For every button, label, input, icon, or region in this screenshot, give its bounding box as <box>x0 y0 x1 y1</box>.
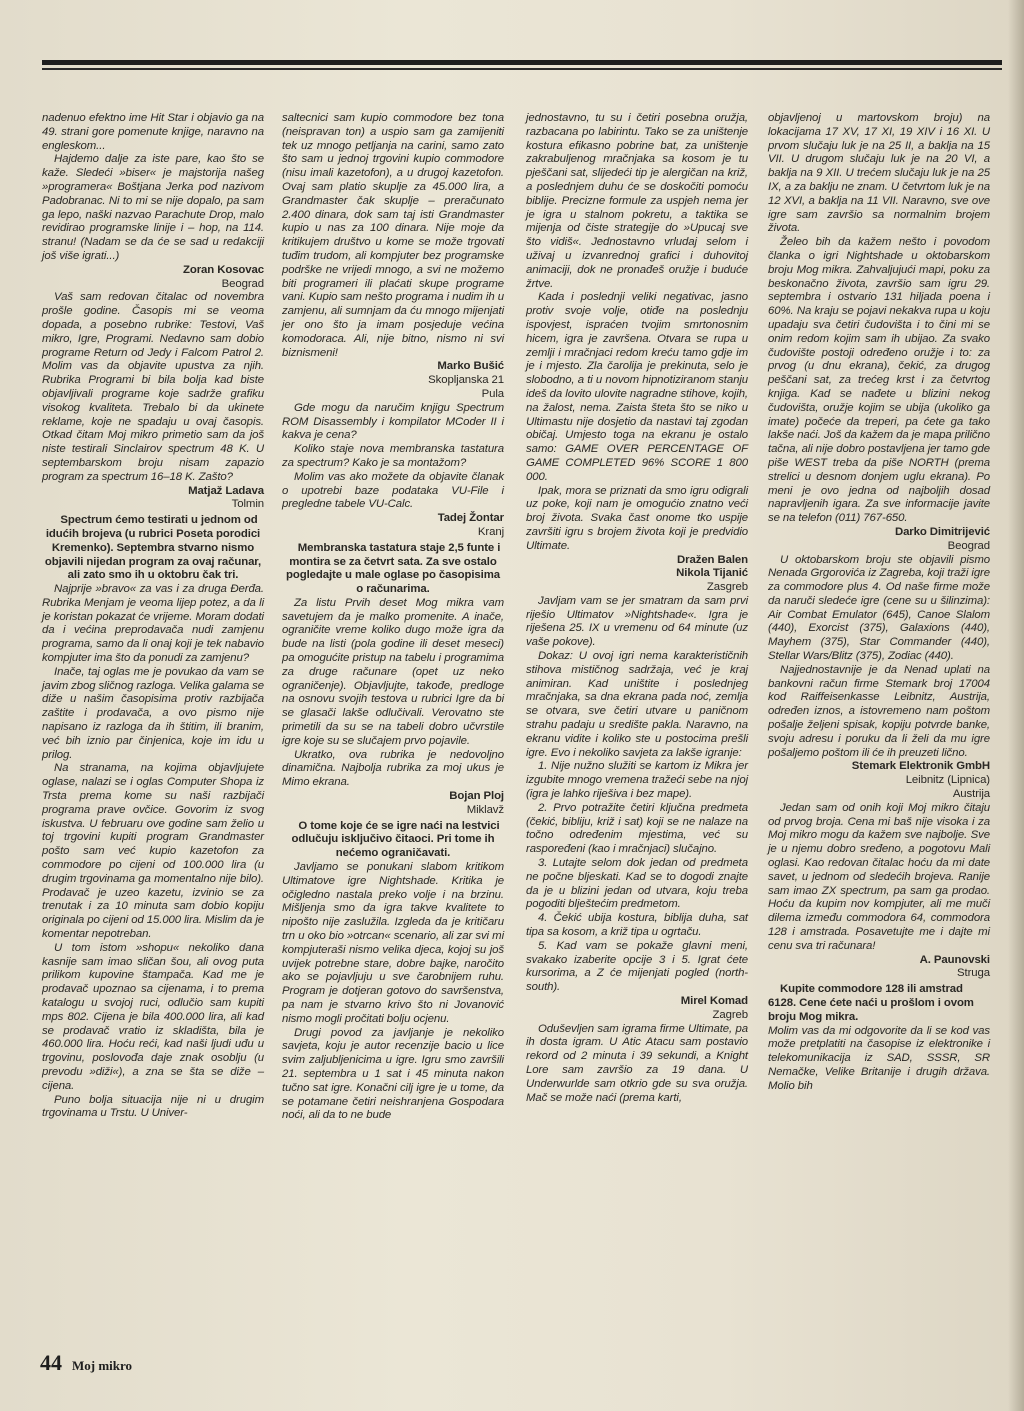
letter-signature: Marko Bušić <box>437 360 504 373</box>
paragraph: Jedan sam od onih koji Moj mikro čitaju od prvog broja. Cena mi baš nije visoka i za Moj mikro mogu da kažem sve najbolje. Sve je u njemu dobro sređeno, a pogotovu Mali oglasi. Kao redovan čitalac hoću da mi date savet, u jednom od sledećih brojeva. Ranije sam imao ZX spectrum, pa sam ga prodao. Hoću da kupim nov kompjuter, ali me muči dilema između commodora 64, commodora 128 i amstrada. Posavetujte me i dajte mi cenu sva tri računara! <box>768 801 990 952</box>
paragraph: nadenuo efektno ime Hit Star i objavio ga na 49. strani gore pomenute knjige, naravno na engleskom... <box>42 112 264 152</box>
letter-place: Struga <box>957 967 990 980</box>
editorial-reply: Spectrum ćemo testirati u jednom od idućih brojeva (u rubrici Poseta porodici Kremenko). Septembra stvarno nismo objavili nijedan program za ovaj računar, ali zato smo ih u oktobru čak tri. <box>44 514 262 582</box>
paragraph: objavljenoj u martovskom broju) na lokacijama 17 XV, 17 XI, 19 XIV i 16 XI. U prvom slučaju luk je na 25 II, a baklja na 15 VII. U drugom slučaju luk je na 20 VI, a baklja na 9 XII. U trećem slučaju luk je na 25 IX, a za baklju ne znam. U četvrtom luk je na 12 XVI, a baklja na 11 VII. Naravno, sve ove igre sam završio sa normalnim brojem života. <box>768 112 990 235</box>
paragraph: Želeo bih da kažem nešto i povodom članka o igri Nightshade u oktobarskom broju Mog mikra. Zahvaljujući mapi, poku za beskonačno života, završio sam igru 29. septembra i ostvario 131 hiljada poena i 60%. Na kraju se pojavi nekakva rupa u koju upadaju sva četiri čudovišta i to čini mi se onim redom kojim sam ih ubijao. Za svako čudovište postoji određeno oružje i to: za prvog (u dnu ekrana), čekić, za drugog peščani sat, za trećeg krst i za četvrtog knjiga. Kad se nađete u blizini nekog čudovišta, oružje kojim se ubija (ukoliko ga imate) počeće da treperi, pa ćete ga tako lakše naći. Još da kažem da je mapa prilično tačna, ali nije dobro postavljena jer tamo gde piše WEST treba da piše NORTH (prema strelici u desnom donjem uglu ekrana). Po meni je ovo jedna od najboljih dosad napravljenih igara. Za sve informacije javite se na telefon (011) 767-650. <box>768 236 990 525</box>
paragraph: 2. Prvo potražite četiri ključna predmeta (čekić, bibliju, križ i sat) koji se ne nalaze na točno određenim mjestima, već su raspoređeni (kao i mračnjaci) slučajno. <box>526 801 748 856</box>
paragraph: Javljam vam se jer smatram da sam prvi riješio Ultimatov »Nightshade«. Igra je riješena 25. IX u vremenu od 64 minute (uz vaše pokove). <box>526 594 748 649</box>
letter-place: Leibnitz (Lipnica) <box>905 774 990 787</box>
letter-place: Miklavž <box>466 803 504 816</box>
paragraph: Najjednostavnije je da Nenad uplati na bankovni račun firme Stemark broj 17004 kod Raiffeisenkasse Leibnitz, Austrija, određen iznos, a istovremeno nam poštom pošalje željeni spisak, kopiju potvrde banke, svoju adresu i poruku da li želi da mu igre pošaljemo poštom ili će ih preuzeti lično. <box>768 663 990 759</box>
letter-signature: Bojan Ploj <box>449 790 504 803</box>
paragraph: Vaš sam redovan čitalac od novembra prošle godine. Časopis mi se veoma dopada, a posebno rubrike: Testovi, Vaš mikro, Igre, Programi. Nedavno sam dobio programe Return od Jedy i Falcom Patrol 2. Molim vas da objavite upustva za njih. Rubrika Programi bi bila bolja kad biste objavljivali programe koje sadrže grafiku visokog kvaliteta. Trebalo bi da ukinete reklame, koje ne spadaju u ovaj časopis. Otkad čitam Moj mikro primetio sam da još niste testirali Sinclairov spectrum 48 K. U septembarskom broju nisam zapazio program za spectrum 16–18 K. Zašto? <box>42 291 264 483</box>
letter-place: Tolmin <box>231 498 264 511</box>
letter-signature: Dražen Balen <box>677 553 748 566</box>
paragraph: 5. Kad vam se pokaže glavni meni, svakako izaberite opcije 3 i 5. Igrat ćete kursorima, a Z će mijenjati pogled (north-south). <box>526 939 748 994</box>
column-3 <box>526 112 748 1105</box>
paragraph: Gde mogu da naručim knjigu Spectrum ROM Disassembly i kompilator MCoder II i kakva je cena? <box>282 401 504 442</box>
letter-place: Zasgreb <box>706 581 748 594</box>
paragraph: Javljamo se ponukani slabom kritikom Ultimatove igre Nightshade. Kritika je očigledno nastala preko volje i na brzinu. Mišljenja smo da igra takve kvalitete to nipošto nije zaslužila. Izgleda da je kritičaru trn u oko bio »otrcan« scenario, ali zar svi mi kompjuteraši nismo velika djeca, kojoj su još uvijek potrebne stare, dobre bajke, naročito ako se pojavljuju u sve čarobnijem ruhu. Program je dotjeran gotovo do savršenstva, pa nam je stvarno krivo što ni Jovanović nismo mogli pročitati bolju ocjenu. <box>282 861 504 1025</box>
paragraph: Za listu Prvih deset Mog mikra vam savetujem da je malko promenite. A inače, ograničite vreme koliko dugo može igra da bude na listi (pola godine ili deset meseci) pa omogućite pristup na tabelu i programima za druge računare (opet uz neko ograničenje). Objavljujte, takođe, predloge na osnovu svojih testova u rubrici Igre da bi se glasači lakše odlučivali. Verovatno ste primetili da su se na tabeli dobro učvrstile igre koje su se slučajem prvo pojavile. <box>282 596 504 747</box>
editorial-reply: O tome koje će se igre naći na lestvici odlučuju isključivo čitaoci. Pri tome ih nećemo ograničavati. <box>291 819 500 860</box>
paragraph: Molim vas da mi odgovorite da li se kod vas može pretplatiti na časopise iz elektronike i telekomunikacija iz SAD, SSSR, SR Nemačke, Velike Britanije i drugih država. Molio bih <box>768 1024 990 1092</box>
page-number: 44 <box>40 1350 62 1375</box>
letter-place: Beograd <box>947 539 990 552</box>
editorial-reply: Membranska tastatura staje 2,5 funte i montira se za četvrt sata. Za sve ostalo pogledajte u male oglase po časopisima o računarima. <box>286 541 501 596</box>
paragraph: jednostavno, tu su i četiri posebna oružja, razbacana po labirintu. Tako se za uništenje kostura efikasno pobrine bat, za uništenje zakrabuljenog mračnjaka sa kosom je tu pješčani sat, slijedeći tip je alergičan na križ, a poslednjem duhu će se doskočiti pomoću biblije. Precizne formule za uspjeh nema jer je igra u stalnom pokretu, a taktika se mijenja od čiste strategije do »Upucaj sve što vidiš«. Jednostavno vrludaj selom i uživaj u izvanrednoj grafici i duhovitoj animaciji, dok ne pronađeš oružje i buduće žrtve. <box>526 112 748 290</box>
magazine-name: Moj mikro <box>72 1358 133 1373</box>
letter-place: Zagreb <box>712 1008 748 1021</box>
editorial-reply: Kupite commodore 128 ili amstrad 6128. Cene ćete naći u prošlom i ovom broju Mog mikra. <box>768 983 974 1023</box>
paragraph: Molim vas ako možete da objavite članak o upotrebi baze podataka VU-File i pregledne tabele VU-Calc. <box>282 470 504 511</box>
letter-place: Austrija <box>952 788 990 801</box>
paragraph: Puno bolja situacija nije ni u drugim trgovinama u Trstu. U Univer- <box>42 1093 264 1120</box>
page-edge-shadow <box>1008 0 1024 1411</box>
paragraph: saltecnici sam kupio commodore bez tona (neispravan ton) a uspio sam ga zamijeniti tek uz mnogo petljanja na carini, samo zato što sam u jednoj trgovini kupio commodore (nisu imali kazetofon), a u drugoj kazetofon. Ovaj sam platio skuplje za 45.000 lira, a Grandmaster čak skuplje – preračunato 2.400 dinara, dok sam taj isti Grandmaster kupio u nas za 100 dinara. Nije moje da kritikujem društvo u kome se može trgovati tuđim trudom, ali kompjuter bez programske podrške ne vrijedi mnogo, a svi ne možemo biti programeri ili plaćati skupe programe vani. Kupio sam nešto programa i nudim ih u zamjenu, ali sumnjam da ću mnogo mijenjati jer ono što ja imam posjeduje većina komodoraca. Ali, nije bitno, nismo ni svi biznismeni! <box>282 112 504 359</box>
letter-signature: Tadej Žontar <box>437 512 504 525</box>
paragraph: Drugi povod za javljanje je nekoliko savjeta, koju je autor recenzije bacio u lice svim zaljubljenicima u igre. Igru smo završili 21. septembra u 1 sat i 45 minuta nakon tučno sat igre. Konačni cilj igre je u tome, da se potamane četiri neishranjena Gospodara noći, ali da to ne bude <box>282 1026 504 1122</box>
letter-signature: A. Paunovski <box>919 953 990 966</box>
column-1 <box>42 112 264 1121</box>
letter-signature: Nikola Tijanić <box>676 567 748 580</box>
paragraph: 1. Nije nužno služiti se kartom iz Mikra jer izgubite mnogo vremena tražeći sebe na njoj (igra je lahko riješiva i bez mape). <box>526 760 748 801</box>
header-rule <box>42 60 1002 65</box>
letter-place: Beograd <box>221 277 264 290</box>
paragraph: Ipak, mora se priznati da smo igru odigrali uz poke, koji nam je omogućio znatno veći broj života. Svaka čast onome tko uspije završiti igru s brojem života koji je predvidio Ultimate. <box>526 484 748 552</box>
page-footer <box>40 1350 132 1376</box>
paragraph: Na stranama, na kojima objavljujete oglase, nalazi se i oglas Computer Shopa iz Trsta prema kome su naši razbijači programa prave ovčice. Govorim iz svog iskustva. U februaru ove godine sam želio u toj trgovini kupiti program Grandmaster pošto sam već kupio kazetofon za commodore po cijeni od 100.000 lira (u drugim trgovinama ga momentalno nije bilo). Prodavač je uzeo kazetu, izvinio se za trenutak i za 10 minuta sam dobio kopiju originala po cijeni od 15.000 lira. Mislim da je komentar nepotreban. <box>42 762 264 941</box>
paragraph: Koliko staje nova membranska tastatura za spectrum? Kako je sa montažom? <box>282 443 504 469</box>
column-2 <box>282 112 504 1123</box>
paragraph: 4. Čekić ubija kostura, biblija duha, sat tipa sa kosom, a križ tipa u ogrtaču. <box>526 912 748 939</box>
letter-signature: Matjaž Ladava <box>188 484 264 497</box>
paragraph: Hajdemo dalje za iste pare, kao što se kaže. Sledeći »biser« je majstorija našeg »programera« Boštjana Jerka pod nazivom Padobranac. Ni to mi se nije dopalo, pa sam ga lepo, naški nazvao Parachute Drop, malo revidirao programske linije i – hop, na 114. stranu! (Nadam se da će se sad u redakciji još više igrati...) <box>42 153 264 262</box>
paragraph: U oktobarskom broju ste objavili pismo Nenada Grgorovića iz Zagreba, koji traži igre za commodore plus 4. Od naše firme može da naruči sledeće igre (cene su u šilinzima): Air Combat Emulator (645), Canoe Slalom (440), Exorcist (375), Galaxions (440), Mayhem (375), Star Commander (440), Stellar Wars/Blitz (375), Zodiac (440). <box>768 553 990 663</box>
letter-signature: Zoran Kosovac <box>183 263 264 276</box>
paragraph: Ukratko, ova rubrika je nedovoljno dinamična. Najbolja rubrika za moj ukus je Mimo ekrana. <box>282 748 504 789</box>
header-rule-thin <box>42 68 1002 70</box>
paragraph: Inače, taj oglas me je povukao da vam se javim zbog sličnog razloga. Velika galama se diže u našim časopisima protiv razbijača zaštite i prodavača, a ovo pismo nije napisano iz razloga da ih štitim, ili branim, već bih iznio par činjenica, koje im idu u prilog. <box>42 665 264 761</box>
paragraph: U tom istom »shopu« nekoliko dana kasnije sam imao sličan šou, ali ovog puta prilikom kupovine štampača. Kad me je prodavač upoznao sa cijenama, i to prema katalogu u svojoj ruci, odlučio sam kupiti mps 802. Cijena je bila 400.000 lira, ali kad se prodavač vratio iz skladišta, bila je 460.000 lira. Hoću reći, kad naši ljudi uđu u trgovinu, poslovođa daje znak osoblju (u prevodu »diži«), a zna se šta se diže – cijena. <box>42 941 264 1092</box>
column-4 <box>768 112 990 1094</box>
letter-signature: Stemark Elektronik GmbH <box>851 760 990 773</box>
letter-signature: Darko Dimitrijević <box>894 525 990 538</box>
paragraph: Kada i poslednji veliki negativac, jasno protiv svoje volje, otiđe na poslednju ispovjest, ispraćen tvojim smrtonosnim hicem, igra je završena. Otvara se rupa u zemlji i mračnjaci redom kreću tamo gdje im je i mjesto. Zla čarolija je prekinuta, selo je slobodno, a ti u novom hipnotiziranom stanju ideš da lovito ulovite nagradne stihove, kojih, na žalost, nema. Zaista šteta što se niko u Ultimastu nije dosjetio da nastavi taj zgodan običaj. Umjesto toga na ekranu je ostalo samo: GAME OVER PERCENTAGE OF GAME COMPLETED 96% SCORE 1 800 000. <box>526 291 748 483</box>
paragraph: Najprije »bravo« za vas i za druga Đerđa. Rubrika Menjam je veoma lijep potez, a da li je koristan pokazat će vrijeme. Moram dodati da i većina preprodavača nudi zamjenu programa, samo da li onaj koji je tek nabavio kompjuter ima što da ponudi za zamjenu? <box>42 583 264 665</box>
letter-place: Kranj <box>477 525 504 538</box>
paragraph: Oduševljen sam igrama firme Ultimate, pa ih dosta igram. U Atic Atacu sam postavio rekord od 2 minuta i 39 sekundi, a Knight Lore sam završio za 19 dana. U Underwurlde sam otkrio gde su sva oružja. Mač se može naći (prema karti, <box>526 1022 748 1104</box>
paragraph: 3. Lutajte selom dok jedan od predmeta ne počne bljeskati. Kad se to dogodi znajte da je u blizini jedan od utvara, koju treba pogoditi blještećim predmetom. <box>526 857 748 911</box>
letter-place: Pula <box>481 387 504 400</box>
letter-signature: Mirel Komad <box>680 995 748 1007</box>
paragraph: Dokaz: U ovoj igri nema karakterističnih stihova mističnog sadržaja, već je kraj animiran. Kad uništite i poslednjeg mračnjaka, sa dna ekrana pada noć, zemlja se otvara, sve četiri utvare u paničnom strahu padaju u središte pakla. Naravno, na ekranu vidite i koliko ste u postocima prešli igre. Evo i nekoliko savjeta za lakše igranje: <box>526 650 748 759</box>
letter-place: Skopljanska 21 <box>428 374 504 387</box>
